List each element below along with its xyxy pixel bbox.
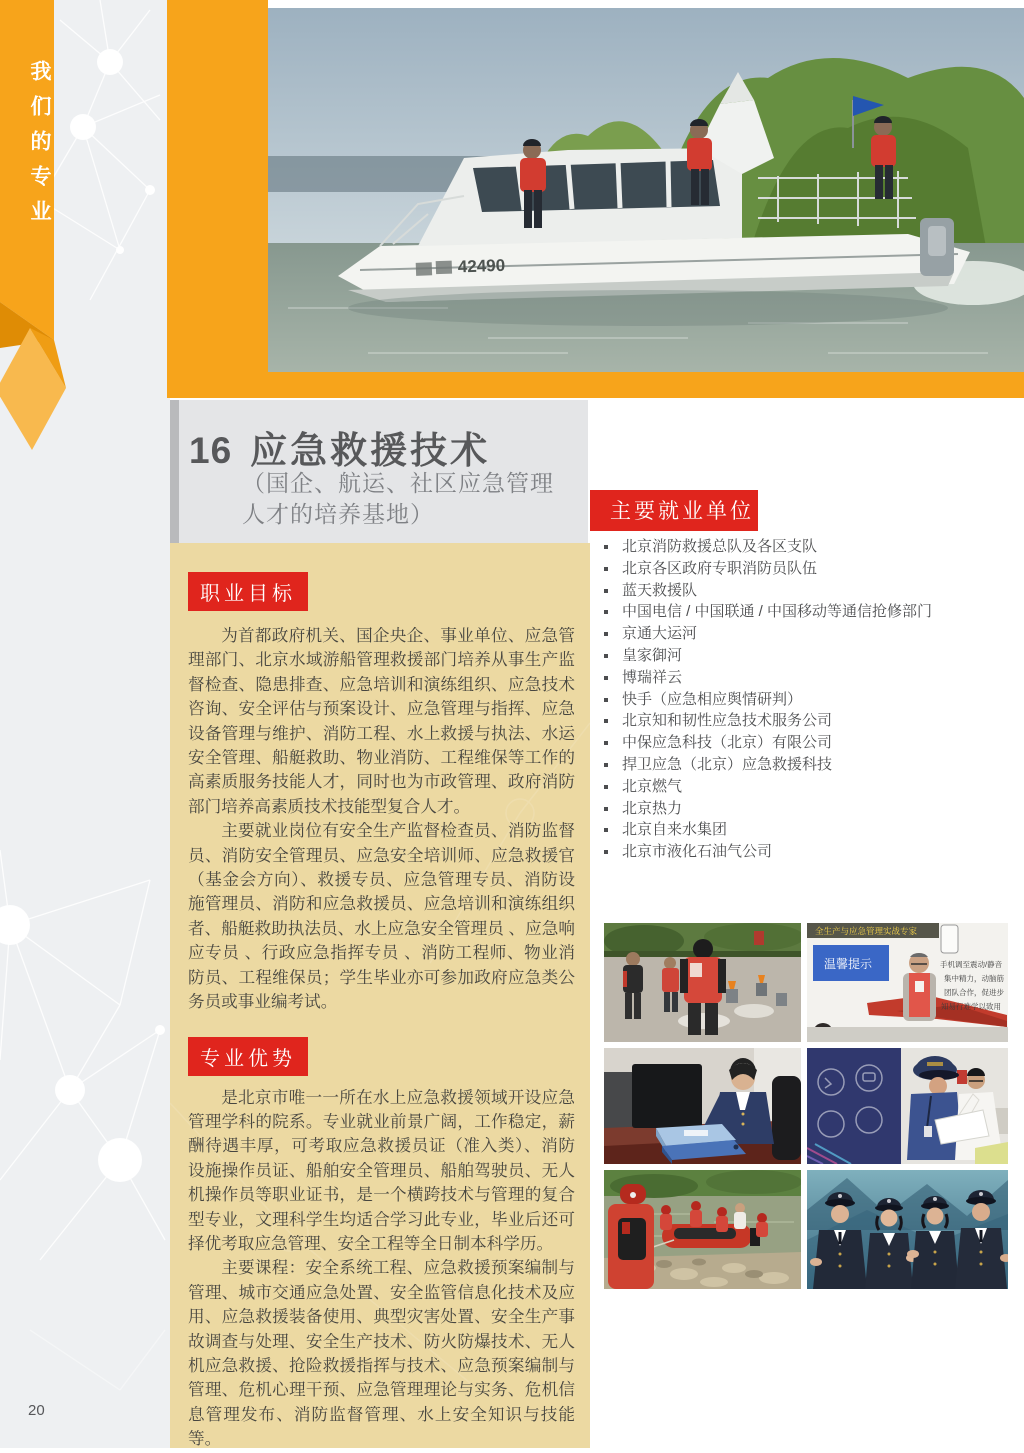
major-subtitle-line2: 人才的培养基地） (242, 501, 434, 527)
career-paragraph-2: 主要就业岗位有安全生产监督检查员、消防监督员、消防安全管理员、应急安全培训师、应急救援官（基金会方向）、救援专员、应急管理专员、消防设施管理员、消防和应急救援员、应急培训和演练组织者、船艇救助执法员、水上应急安全管理员 、应急响应专员 、行政应急指挥专员 、消防工程师、物业消防员、工程维保员；学生毕业亦可参加政府应急类公务员或事业编考试。 (188, 821, 575, 1012)
major-subtitle-line1: （国企、航运、社区应急管理 (242, 470, 554, 496)
career-goals-heading: 职业目标 (188, 572, 308, 611)
photo-fire-inspector-reviewing-documents (807, 1048, 1008, 1164)
major-title (189, 420, 490, 474)
top-white-strip (268, 0, 1024, 8)
advantage-heading: 专业优势 (188, 1037, 308, 1076)
employer-item: 中保应急科技（北京）有限公司 (602, 732, 1022, 754)
employer-item: 捍卫应急（北京）应急救援科技 (602, 754, 1022, 776)
advantage-paragraph-2: 主要课程：安全系统工程、应急救援预案编制与管理、城市交通应急处置、安全监管信息化技术及应用、应急救援装备使用、典型灾害处置、安全生产事故调查与处理、安全生产技术、防火防爆技术、无人机应急救援、抢险救援指挥与技术、应急预案编制与管理、危机心理干预、应急管理理论与实务、危机信息管理发布、消防监督管理、水上安全知识与技能等。 (188, 1258, 575, 1449)
major-number: 16 (189, 430, 233, 471)
lecture-board-line3: 团队合作，促进步 (944, 988, 1004, 997)
employer-item: 北京各区政府专职消防员队伍 (602, 558, 1022, 580)
photo-fire-extinguisher-training (604, 923, 801, 1042)
photo-uniformed-cadets-group (807, 1170, 1008, 1289)
boat-hull-number: 42490 (457, 255, 506, 277)
sidebar-vertical-label: 我们的专业 (28, 60, 51, 235)
photo-emergency-management-lecture (807, 923, 1008, 1042)
title-card-shadow (170, 400, 179, 543)
lecture-board-line4: 知易行难学以致用 (941, 1002, 1001, 1011)
photo-water-rescue-boat-drill (604, 1170, 801, 1289)
title-card (179, 400, 588, 543)
main-content-panel (170, 543, 590, 1448)
employer-item: 北京消防救援总队及各区支队 (602, 536, 1022, 558)
major-name: 应急救援技术 (250, 430, 491, 471)
career-paragraph-1: 为首都政府机关、国企央企、事业单位、应急管理部门、北京水域游船管理救援部门培养从事生产监督检查、隐患排查、应急培训和演练组织、应急技术咨询、安全评估与预案设计、应急管理与指挥、应急设备管理与维护、消防工程、水上救援与执法、水运安全管理、船艇救助、物业消防、工程维保等工作的高素质服务技能人才，同时也为市政管理、政府消防部门培养高素质技术技能型复合人才。 (188, 626, 575, 816)
page-number: 20 (28, 1402, 45, 1419)
employers-list (602, 536, 1022, 863)
rescue-boat-illustration (268, 8, 1024, 372)
employer-item: 北京燃气 (602, 776, 1022, 798)
employer-item: 皇家御河 (602, 645, 1022, 667)
lecture-banner-text: 全生产与应急管理实战专家 (815, 926, 918, 936)
photo-grid (604, 923, 1010, 1289)
employer-item: 北京热力 (602, 798, 1022, 820)
lecture-tip-title: 温馨提示 (824, 957, 873, 971)
employer-item: 北京市液化石油气公司 (602, 841, 1022, 863)
advantage-paragraph-1: 是北京市唯一一所在水上应急救援领域开设应急管理学科的院系。专业就业前景广阔，工作稳定，薪酬待遇丰厚，可考取应急救援员证（准入类）、消防设施操作员证、船舶安全管理员、船舶驾驶员、无人机操作员等职业证书，是一个横跨技术与管理的复合型专业，文理科学生均适合学习此专业，毕业后还可择优考取应急管理、安全工程等全日制本科学历。 (188, 1087, 575, 1253)
employer-item: 蓝天救援队 (602, 580, 1022, 602)
employer-item: 北京知和韧性应急技术服务公司 (602, 710, 1022, 732)
employer-item: 快手（应急相应舆情研判） (602, 689, 1022, 711)
employer-item: 京通大运河 (602, 623, 1022, 645)
employer-item: 中国电信 / 中国联通 / 中国移动等通信抢修部门 (602, 601, 1022, 623)
lecture-board-line1: 手机调至震动/静音 (940, 960, 1003, 969)
employer-item: 博瑞祥云 (602, 667, 1022, 689)
major-subtitle (242, 468, 554, 530)
employer-item: 北京自来水集团 (602, 819, 1022, 841)
employers-heading: 主要就业单位 (590, 490, 758, 531)
photo-uniformed-officer-at-desk (604, 1048, 801, 1164)
hero-photo-rescue-boat (268, 8, 1024, 372)
lecture-board-line2: 集中精力，动脑筋 (944, 974, 1004, 983)
